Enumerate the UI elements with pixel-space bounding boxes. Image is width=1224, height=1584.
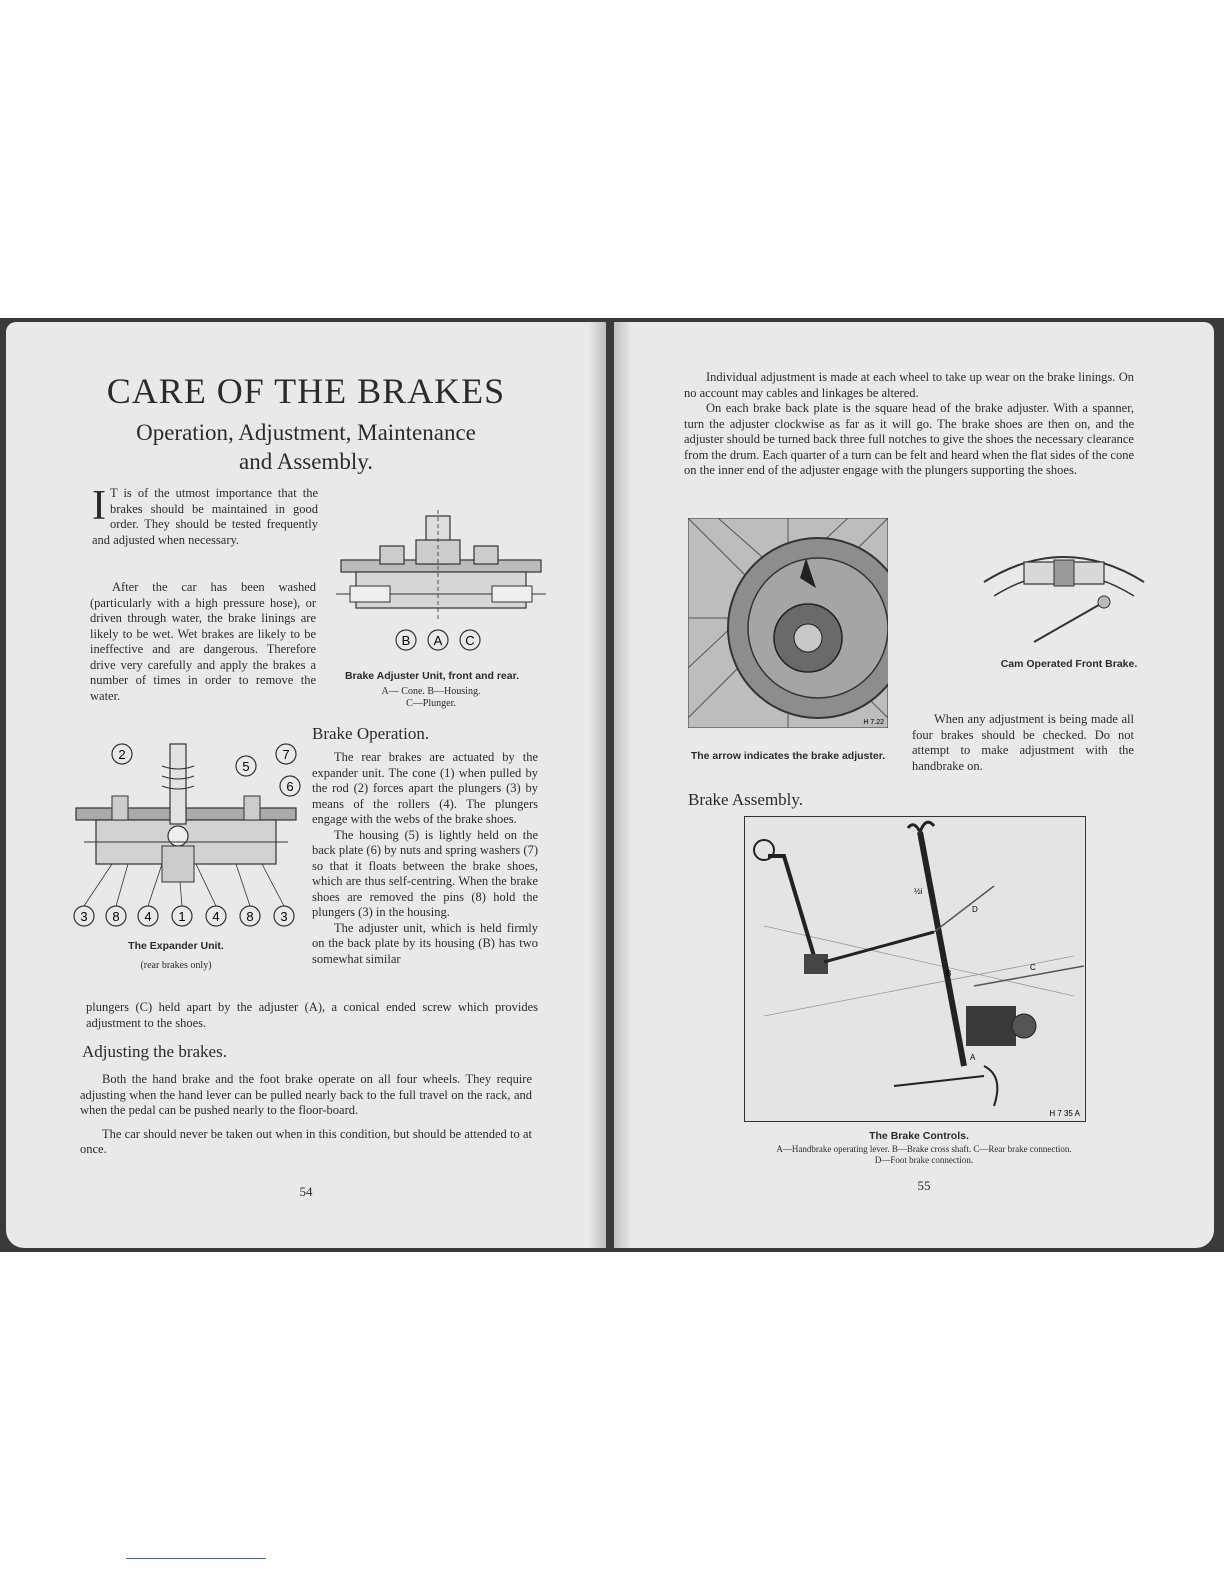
adjustment-intro [684,370,1134,479]
label-3: 3 [280,909,288,924]
adjusting-heading: Adjusting the brakes. [82,1042,227,1061]
label-d: D [972,905,978,914]
label-c: C [1030,963,1036,972]
intro-paragraph-2: On each brake back plate is the square head of the brake adjuster. With a spanner, turn the adjuster clockwise as far as it will go. The brake shoes are then on, and the adjuster should be turned back three full notches to give the shoes the necessary clearance from the drum. Each quarter of a turn can be felt and heard when the flat sides of the cone on the inner end of the adjuster engage with the plungers supporting the shoes. [684,401,1134,477]
operation-paragraph-1: The rear brakes are actuated by the expander unit. The cone (1) when pulled by the rod (2) forces apart the plungers (3) by means of the rollers (4). The plungers engage with the webs of the brake shoes. [312,750,538,826]
adjusting-paragraph-1: Both the hand brake and the foot brake operate on all four wheels. They require adjusting when the hand lever can be pulled nearly back to the full travel on the rack, and when the pedal can be pushed nearly to the floor-board. [80,1072,532,1117]
left-page [6,322,606,1248]
label-8: 8 [246,909,254,924]
label-half: ½i [914,887,923,896]
page-title: CARE OF THE BRAKES [106,371,506,411]
controls-ref: H 7 35 A [1049,1109,1080,1118]
adjusting-paragraph-2: The car should never be taken out when in this condition, but should be attended to at once. [80,1126,532,1156]
controls-legend-line-2: D—Foot brake connection. [874,1155,974,1165]
expander-caption: The Expander Unit. [128,940,224,952]
label-2: 2 [118,747,126,762]
gutter-shadow [614,322,632,1248]
controls-legend [694,1144,1154,1166]
operation-paragraph-3-cont: plungers (C) held apart by the adjuster (A), a conical ended screw which provides adjustment to the shoes. [86,1000,538,1030]
label-3: 3 [80,909,88,924]
book-spread [0,318,1224,1252]
page-number-left: 54 [299,1184,313,1199]
operation-heading: Brake Operation. [312,724,430,743]
intro-paragraph [92,483,318,548]
label-c: C [465,633,475,648]
wheel-brake-photo [688,518,888,728]
label-a: A [433,633,443,648]
right-page [614,322,1214,1248]
intro-text: T is of the utmost importance that the brakes should be maintained in good order. They should be tested frequently and adjusted when necessary. [92,486,318,547]
adjuster-legend-line-1: A— Cone. B—Housing. [381,686,481,697]
label-4: 4 [212,909,220,924]
gutter-shadow [588,322,606,1248]
operation-paragraph-3: The adjuster unit, which is held firmly on the back plate by its housing (B) has two somewhat similar [312,920,538,966]
adjust-note-text: When any adjustment is being made all four brakes should be checked. Do not attempt to make adjustment with the handbrake on. [912,712,1134,773]
subtitle-line-1: Operation, Adjustment, Maintenance [136,420,476,445]
operation-continued [86,1000,538,1031]
label-6: 6 [286,779,294,794]
label-1: 1 [178,909,186,924]
label-5: 5 [242,759,250,774]
expander-subcaption: (rear brakes only) [140,960,212,971]
page-subtitle [66,418,546,476]
label-8: 8 [112,909,120,924]
wash-text: After the car has been washed (particularly with a high pressure hose), or driven through water, the brake linings are likely to be wet. Wet brakes are likely to be ineffective and are dangerous. Therefore drive very carefully and apply the brakes a number of times in order to remove the water. [90,580,316,703]
wash-paragraph [90,580,316,704]
intro-paragraph-1: Individual adjustment is made at each wheel to take up wear on the brake linings. On no account may cables and linkages be altered. [684,370,1134,400]
adjuster-legend-line-2: C—Plunger. [406,698,456,709]
drop-cap: I [92,483,106,529]
adjuster-legend [336,686,526,710]
adjusting-text [80,1072,532,1158]
cam-front-brake-diagram [974,542,1154,652]
label-b: B [946,969,952,978]
brake-adjuster-diagram [336,510,546,660]
adjust-note [912,712,1134,774]
label-a: A [970,1053,976,1062]
expander-unit-diagram [66,736,306,936]
brake-controls-diagram [744,816,1086,1122]
operation-paragraph-2: The housing (5) is lightly held on the back plate (6) by nuts and spring washers (7) so that it floats between the brake shoes, which are thus self-centring. When the brake shoes are removed the pins (8) hold the plungers (3) in the housing. [312,827,538,919]
subtitle-line-2: and Assembly. [239,449,373,474]
label-b: B [401,633,411,648]
operation-text [312,750,538,967]
label-7: 7 [282,747,290,762]
controls-legend-line-1: A—Handbrake operating lever. B—Brake cross shaft. C—Rear brake connection. [776,1144,1072,1154]
assembly-heading: Brake Assembly. [688,790,804,809]
cam-brake-caption: Cam Operated Front Brake. [1000,658,1138,670]
label-4: 4 [144,909,152,924]
adjuster-caption: Brake Adjuster Unit, front and rear. [344,670,520,682]
hyperlink-underline[interactable] [126,1558,266,1559]
wheel-photo-caption: The arrow indicates the brake adjuster. [690,750,886,762]
controls-caption: The Brake Controls. [869,1130,969,1142]
page-number-right: 55 [917,1178,931,1193]
wheel-photo-ref: H 7.22 [863,719,884,726]
